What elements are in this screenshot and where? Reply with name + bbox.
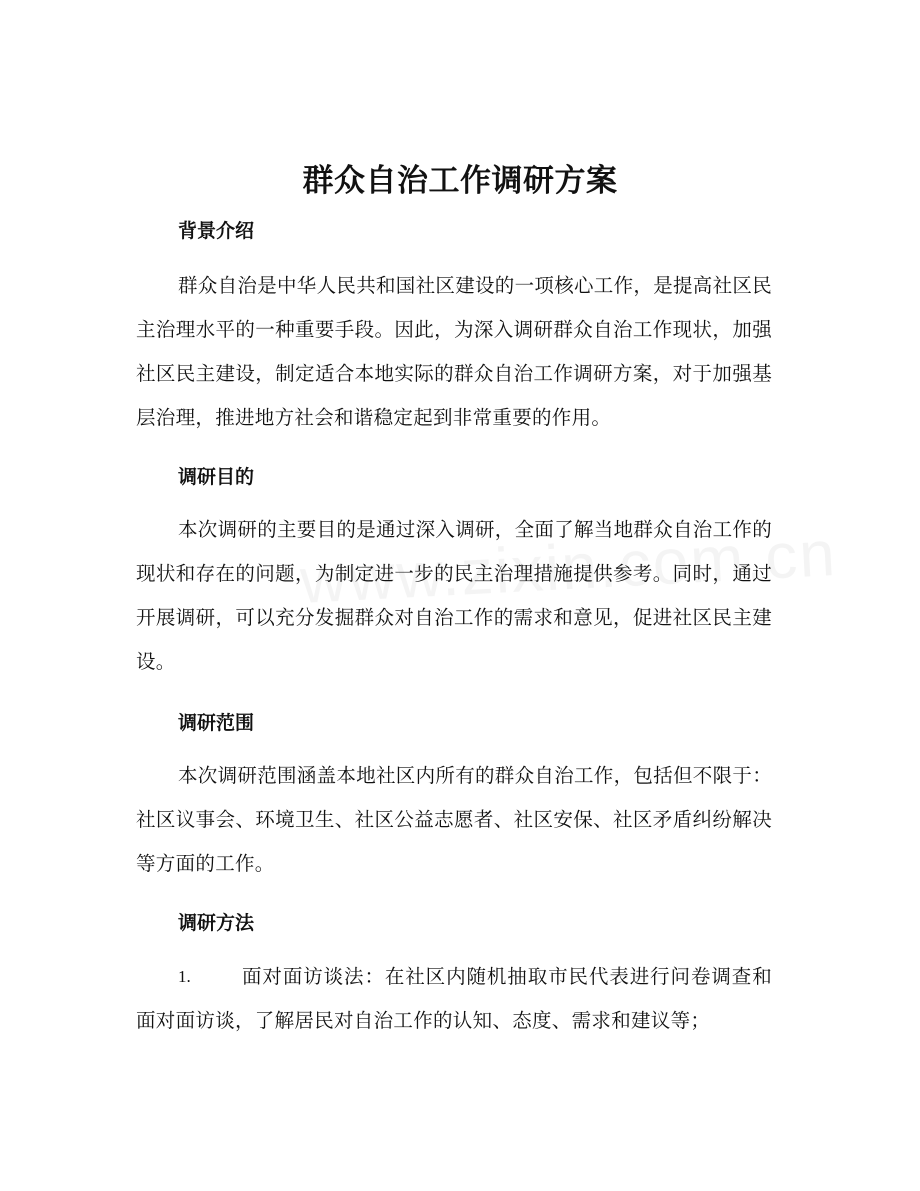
- section-heading-purpose: 调研目的: [178, 466, 255, 488]
- section-paragraph-scope: 本次调研范围涵盖本地社区内所有的群众自治工作，包括但不限于：社区议事会、环境卫生、社区公益志愿者、社区安保、社区矛盾纠纷解决等方面的工作。: [136, 764, 773, 875]
- list-item-text: 面对面访谈法：在社区内随机抽取市民代表进行问卷调查和面对面访谈，了解居民对自治工作的认知、态度、需求和建议等；: [136, 965, 772, 1032]
- document-title: 群众自治工作调研方案: [302, 163, 618, 199]
- section-paragraph-background: 群众自治是中华人民共和国社区建设的一项核心工作，是提高社区民主治理水平的一种重要手段。因此，为深入调研群众自治工作现状，加强社区民主建设，制定适合本地实际的群众自治工作调研方案，对于加强基层治理，推进地方社会和谐稳定起到非常重要的作用。: [136, 274, 773, 429]
- section-heading-background: 背景介绍: [178, 220, 255, 242]
- list-item-number: 1.: [178, 967, 191, 986]
- section-paragraph-purpose: 本次调研的主要目的是通过深入调研，全面了解当地群众自治工作的现状和存在的问题，为制定进一步的民主治理措施提供参考。同时，通过开展调研，可以充分发掘群众对自治工作的需求和意见，促进社区民主建设。: [136, 518, 773, 673]
- section-heading-methods: 调研方法: [178, 912, 255, 934]
- section-heading-scope: 调研范围: [178, 712, 255, 734]
